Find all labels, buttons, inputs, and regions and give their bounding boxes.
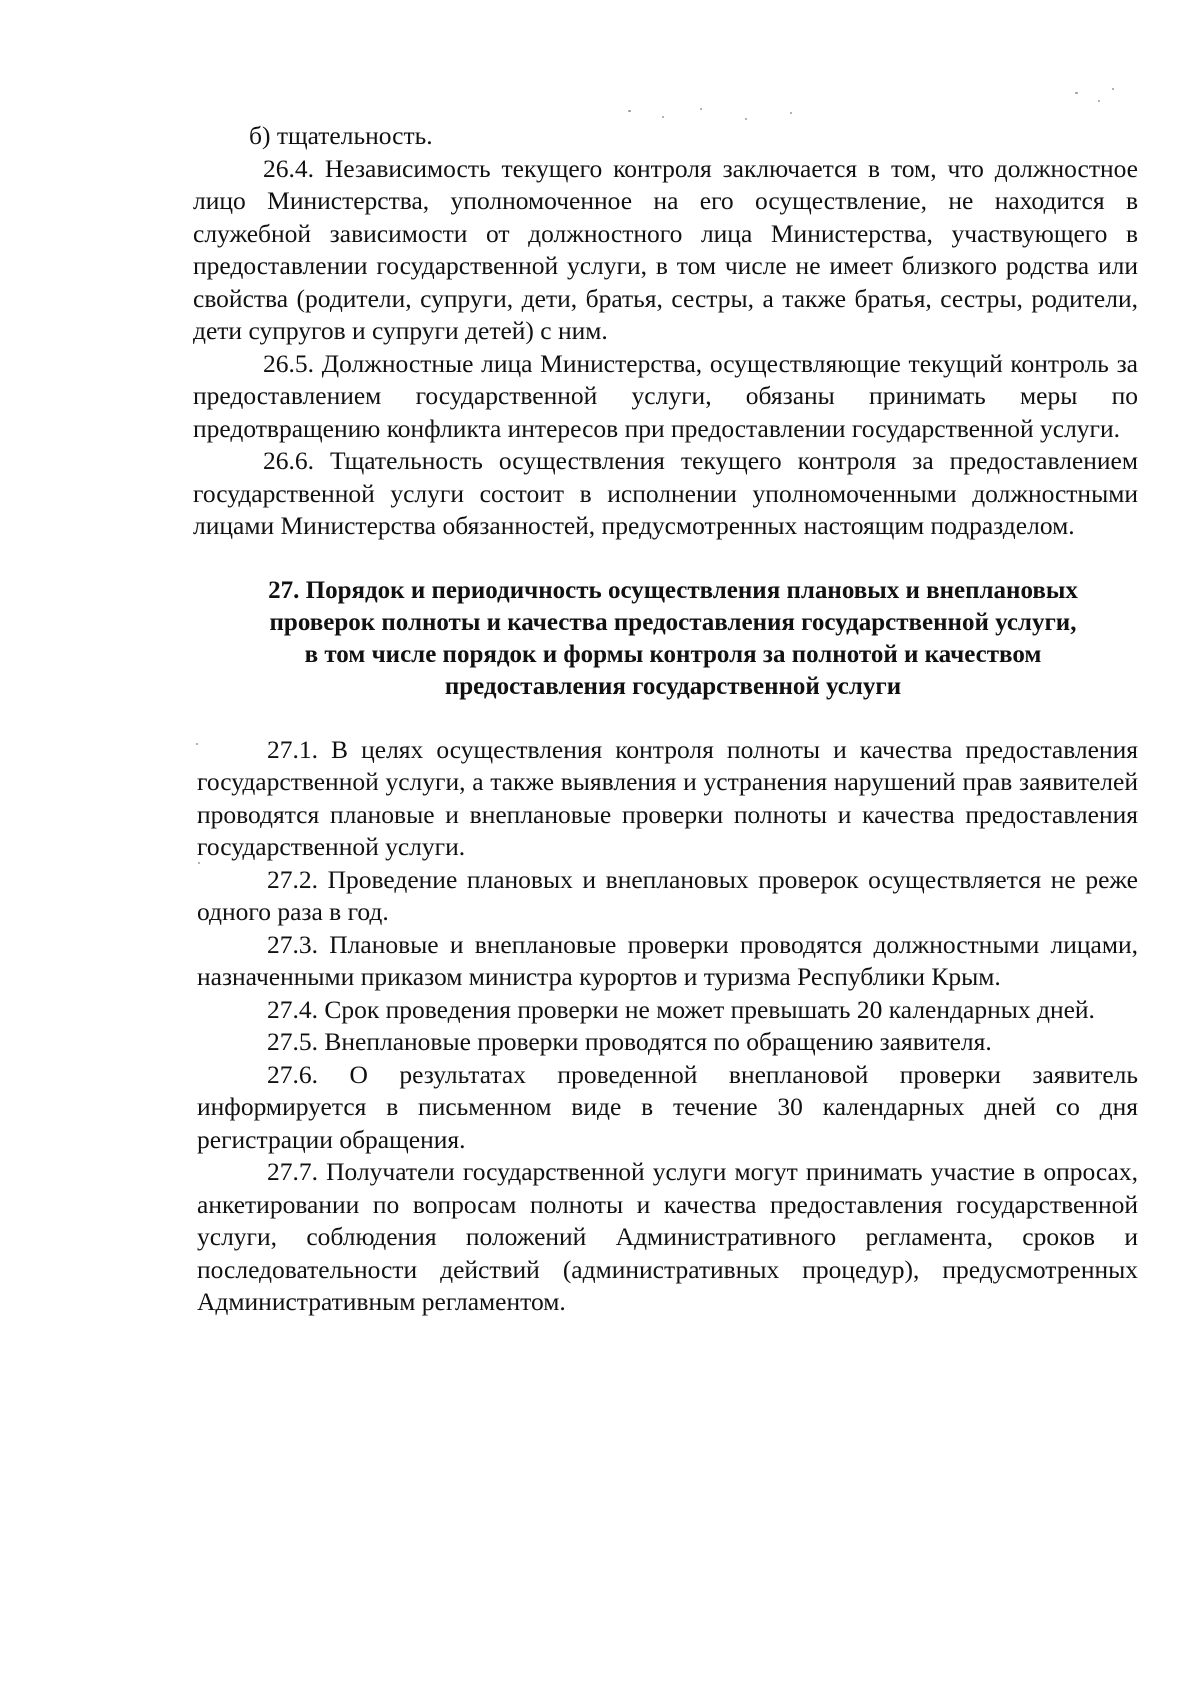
paragraph-27-5: 27.5. Внеплановые проверки проводятся по обращению заявителя. — [267, 1027, 992, 1056]
paragraph-27-3: 27.3. Плановые и внеплановые проверки проводятся должностными лицами, назначенными приказом министра курортов и туризма Республики Крым. — [197, 929, 1138, 991]
paragraph-27-7: 27.7. Получатели государственной услуги могут принимать участие в опросах, анкетировании по вопросам полноты и качества предоставления государственной услуги, соблюдения положений Административного регламента, сроков и последовательности действий (административных процедур), предусмотренных Административным регламентом. — [197, 1157, 1138, 1316]
paragraph-27-2: 27.2. Проведение плановых и внеплановых проверок осуществляется не реже одного раза в год. — [197, 864, 1138, 926]
paragraph-26-6: 26.6. Тщательность осуществления текущего контроля за предоставлением государственной услуги состоит в исполнении уполномоченными должностными лицами Министерства обязанностей, предусмотренных настоящим подразделом. — [193, 446, 1138, 540]
paragraph-27-1: 27.1. В целях осуществления контроля полноты и качества предоставления государственной услуги, а также выявления и устранения нарушений прав заявителей проводятся плановые и внеплановые проверки полноты и качества предоставления государственной услуги. — [197, 734, 1138, 861]
section-heading-27: 27. Порядок и периодичность осуществления плановых и внеплановых проверок полноты и качества предоставления государственной услуги, в том числе порядок и формы контроля за полнотой и качеством предоставления государственной услуги — [268, 576, 1078, 700]
paragraph-27-4: 27.4. Срок проведения проверки не может превышать 20 календарных дней. — [267, 994, 1095, 1024]
paragraph-b: б) тщательность. — [249, 121, 433, 150]
section-27-body — [197, 734, 1138, 1319]
paragraph-26-5: 26.5. Должностные лица Министерства, осуществляющие текущий контроль за предоставлением государственной услуги, обязаны принимать меры по предотвращению конфликта интересов при предоставлении государственной услуги. — [193, 348, 1138, 443]
paragraph-27-6: 27.6. О результатах проведенной внеплановой проверки заявитель информируется в письменном виде в течение 30 календарных дней со дня регистрации обращения. — [197, 1059, 1138, 1154]
document-body — [193, 120, 1138, 1319]
paragraph-26-4: 26.4. Независимость текущего контроля заключается в том, что должностное лицо Министерства, уполномоченное на его осуществление, не находится в служебной зависимости от должностного лица Министерства, участвующего в предоставлении государственной услуги, в том числе не имеет близкого родства или свойства (родители, супруги, дети, братья, сестры, а также братья, сестры, родители, дети супругов и супруги детей) с ним. — [193, 153, 1138, 345]
